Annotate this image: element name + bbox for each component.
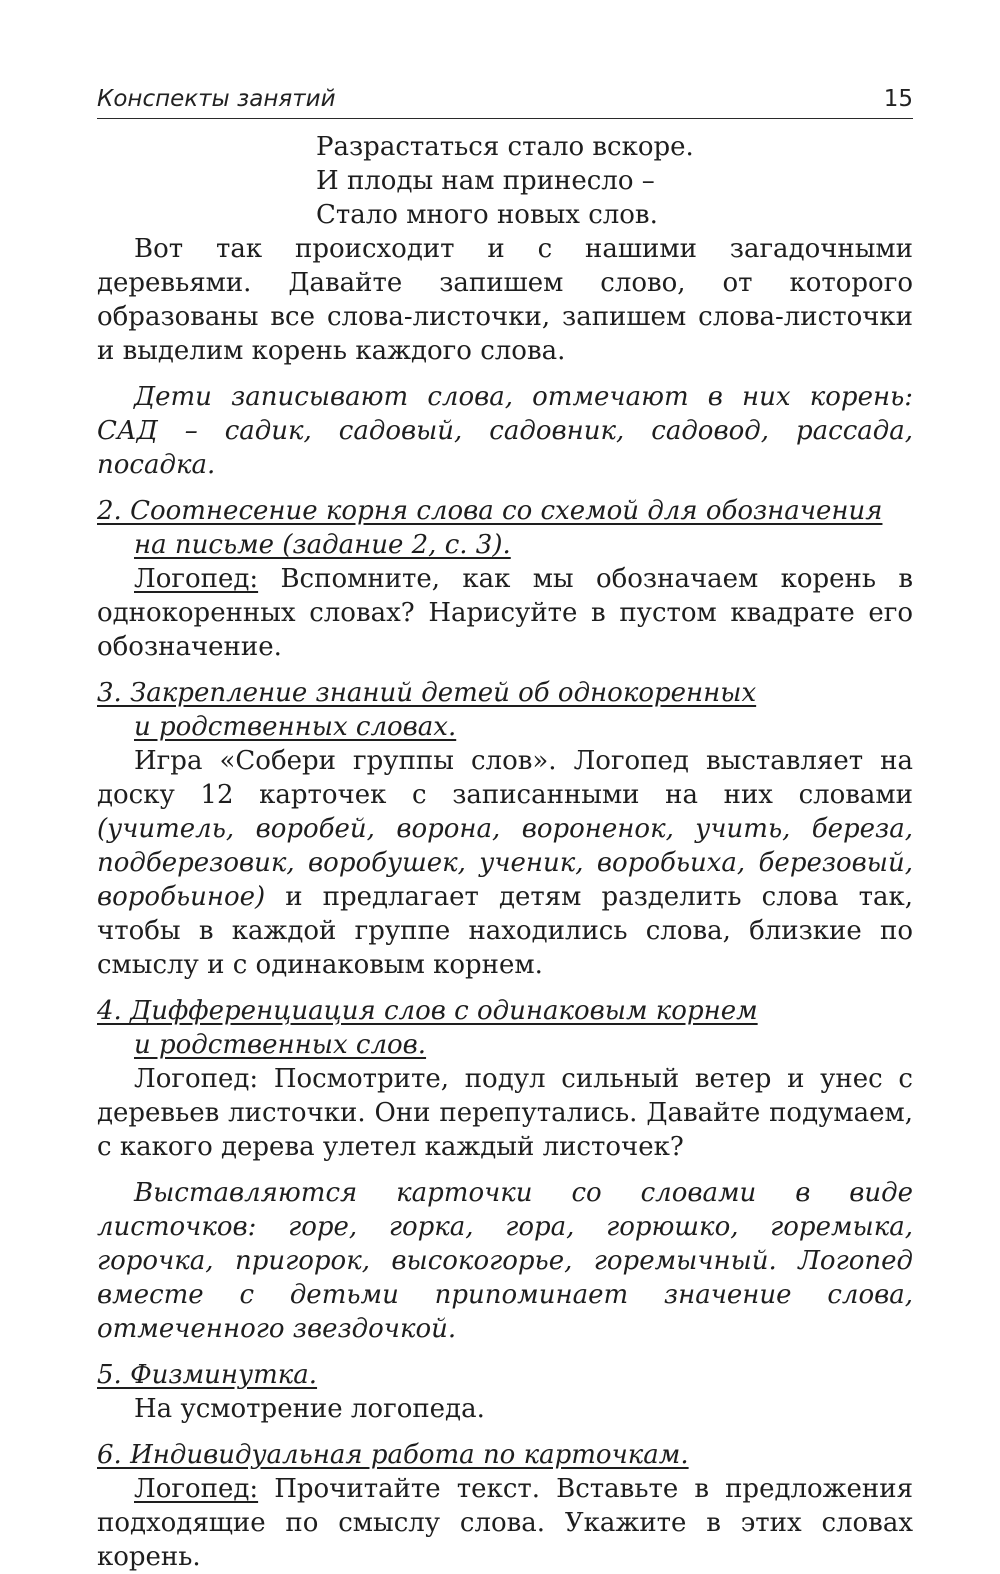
speaker-label: Логопед: xyxy=(134,564,259,594)
section-5-heading-line: 5. Физминутка. xyxy=(97,1360,318,1390)
poem xyxy=(316,130,913,232)
section-4-italic-b: Логопед вместе с детьми припоминает значение слова, отмеченного звездочкой. xyxy=(97,1246,913,1344)
poem-line: Разрастаться стало вскоре. xyxy=(316,132,694,162)
section-2-body: Вспомните, как мы обозначаем корень в однокоренных словах? Нарисуйте в пустом квадрате его обозначение. xyxy=(97,564,913,662)
section-6-heading-line: 6. Индивидуальная работа по карточкам. xyxy=(97,1440,689,1470)
section-5-heading xyxy=(97,1358,913,1392)
poem-line: Стало много новых слов. xyxy=(316,200,658,230)
page-number: 15 xyxy=(883,86,913,112)
section-4-heading xyxy=(97,994,913,1062)
section-3-words: (учитель, воробей, ворона, вороненок, учить, береза, подберезовик, воробушек, ученик, воробьиха, березовый, воробьиное) xyxy=(97,814,913,912)
speaker-label: Логопед: xyxy=(134,1474,259,1504)
section-5-text: На усмотрение логопеда. xyxy=(134,1394,485,1424)
section-4-italic-a: Выставляются карточки со словами в виде листочков: xyxy=(97,1178,913,1242)
section-2-text xyxy=(97,562,913,664)
section-4-heading-line: 4. Дифференциация слов с одинаковым корнем xyxy=(97,996,758,1026)
page-content xyxy=(97,130,913,1574)
section-3-heading xyxy=(97,676,913,744)
section-3-text xyxy=(97,744,913,982)
section-3-body-b: и предлагает детям разделить слова так, чтобы в каждой группе находились слова, близкие по смыслу и с одинаковым корнем. xyxy=(97,882,913,980)
section-6-heading xyxy=(97,1438,913,1472)
section-4-heading-line: и родственных слов. xyxy=(134,1030,427,1060)
header-title: Конспекты занятий xyxy=(97,86,336,112)
section-4-text: Логопед: Посмотрите, подул сильный ветер и унес с деревьев листочки. Они перепутались. Давайте подумаем, с какого дерева улетел каждый листочек? xyxy=(97,1064,913,1162)
paragraph-children-write: Дети записывают слова, отмечают в них корень: САД – садик, садовый, садовник, садовод, рассада, посадка. xyxy=(97,382,913,480)
paragraph-trees: Вот так происходит и с нашими загадочными деревьями. Давайте запишем слово, от которого образованы все слова-листочки, запишем слова-листочки и выделим корень каждого слова. xyxy=(97,234,913,366)
section-3-heading-line: 3. Закрепление знаний детей об однокоренных xyxy=(97,678,757,708)
section-3-body-a: Игра «Собери группы слов». Логопед выставляет на доску 12 карточек с записанными на них словами xyxy=(97,746,913,810)
section-6-body: Прочитайте текст. Вставьте в предложения подходящие по смыслу слова. Укажите в этих словах корень. xyxy=(97,1474,913,1572)
section-3-heading-line: и родственных словах. xyxy=(134,712,457,742)
section-2-heading-line: на письме (задание 2, с. 3). xyxy=(134,530,511,560)
section-2-heading xyxy=(97,494,913,562)
section-2-heading-line: 2. Соотнесение корня слова со схемой для обозначения xyxy=(97,496,883,526)
section-4-italic xyxy=(97,1176,913,1346)
section-6-text xyxy=(97,1472,913,1574)
running-header xyxy=(97,84,913,119)
section-4-words: горе, горка, гора, горюшко, горемыка, горочка, пригорок, высокогорье, горемычный. xyxy=(97,1212,913,1276)
poem-line: И плоды нам принесло – xyxy=(316,166,655,196)
